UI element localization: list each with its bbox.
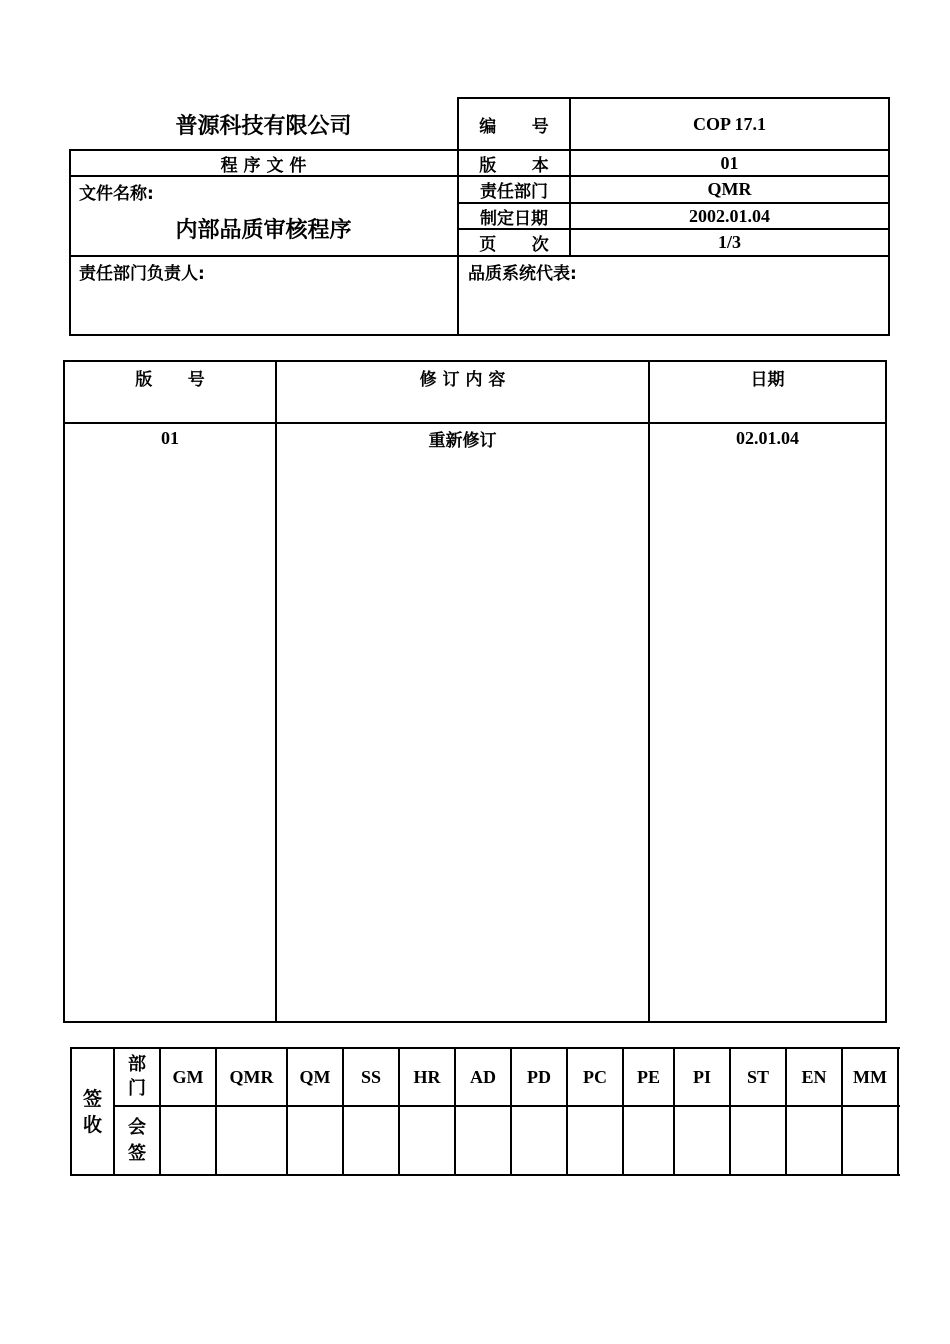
field-value-version: 01: [720, 152, 739, 173]
dept-qmr: QMR: [229, 1066, 274, 1087]
revision-header-content: 修 订 内 容: [419, 369, 506, 390]
dept-pc: PC: [583, 1066, 607, 1087]
field-value-dept: QMR: [707, 179, 752, 199]
dept-pi: PI: [693, 1066, 711, 1087]
document-name-label: 文件名称:: [79, 184, 154, 204]
dept-en: EN: [801, 1066, 827, 1087]
dept-qm: QM: [299, 1066, 331, 1087]
dept-ad: AD: [470, 1066, 496, 1087]
revision-content: 重新修订: [428, 430, 497, 451]
field-value-date: 2002.01.04: [689, 205, 770, 226]
revision-header-date: 日期: [750, 369, 785, 390]
dept-pe: PE: [636, 1066, 660, 1087]
field-value-page: 1/3: [717, 232, 741, 252]
dept-mm: MM: [853, 1066, 887, 1087]
revision-date: 02.01.04: [736, 427, 799, 448]
field-label-version: 版 本: [479, 155, 549, 176]
dept-head-label: 责任部门负责人:: [79, 264, 205, 284]
dept-ss: SS: [360, 1066, 382, 1087]
dept-pd: PD: [527, 1066, 551, 1087]
signoff-title: 签 收: [82, 1087, 102, 1136]
dept-gm: GM: [172, 1066, 204, 1087]
revision-header-version: 版 号: [135, 369, 205, 390]
revision-version: 01: [161, 427, 179, 448]
qa-rep-label: 品质系统代表:: [468, 264, 577, 284]
signoff-sign-label: 会 签: [128, 1116, 146, 1164]
dept-hr: HR: [413, 1066, 441, 1087]
dept-st: ST: [746, 1066, 770, 1087]
field-label-page: 页 次: [479, 235, 549, 255]
field-label-date: 制定日期: [480, 208, 548, 229]
field-label-code: 编 号: [479, 116, 549, 137]
company-name: 普源科技有限公司: [175, 113, 352, 139]
field-value-code: COP 17.1: [692, 113, 766, 134]
field-label-dept: 责任部门: [480, 182, 548, 202]
signoff-dept-label: 部 门: [128, 1054, 146, 1099]
document-type: 程 序 文 件: [220, 155, 307, 176]
document-name: 内部品质审核程序: [175, 217, 352, 243]
